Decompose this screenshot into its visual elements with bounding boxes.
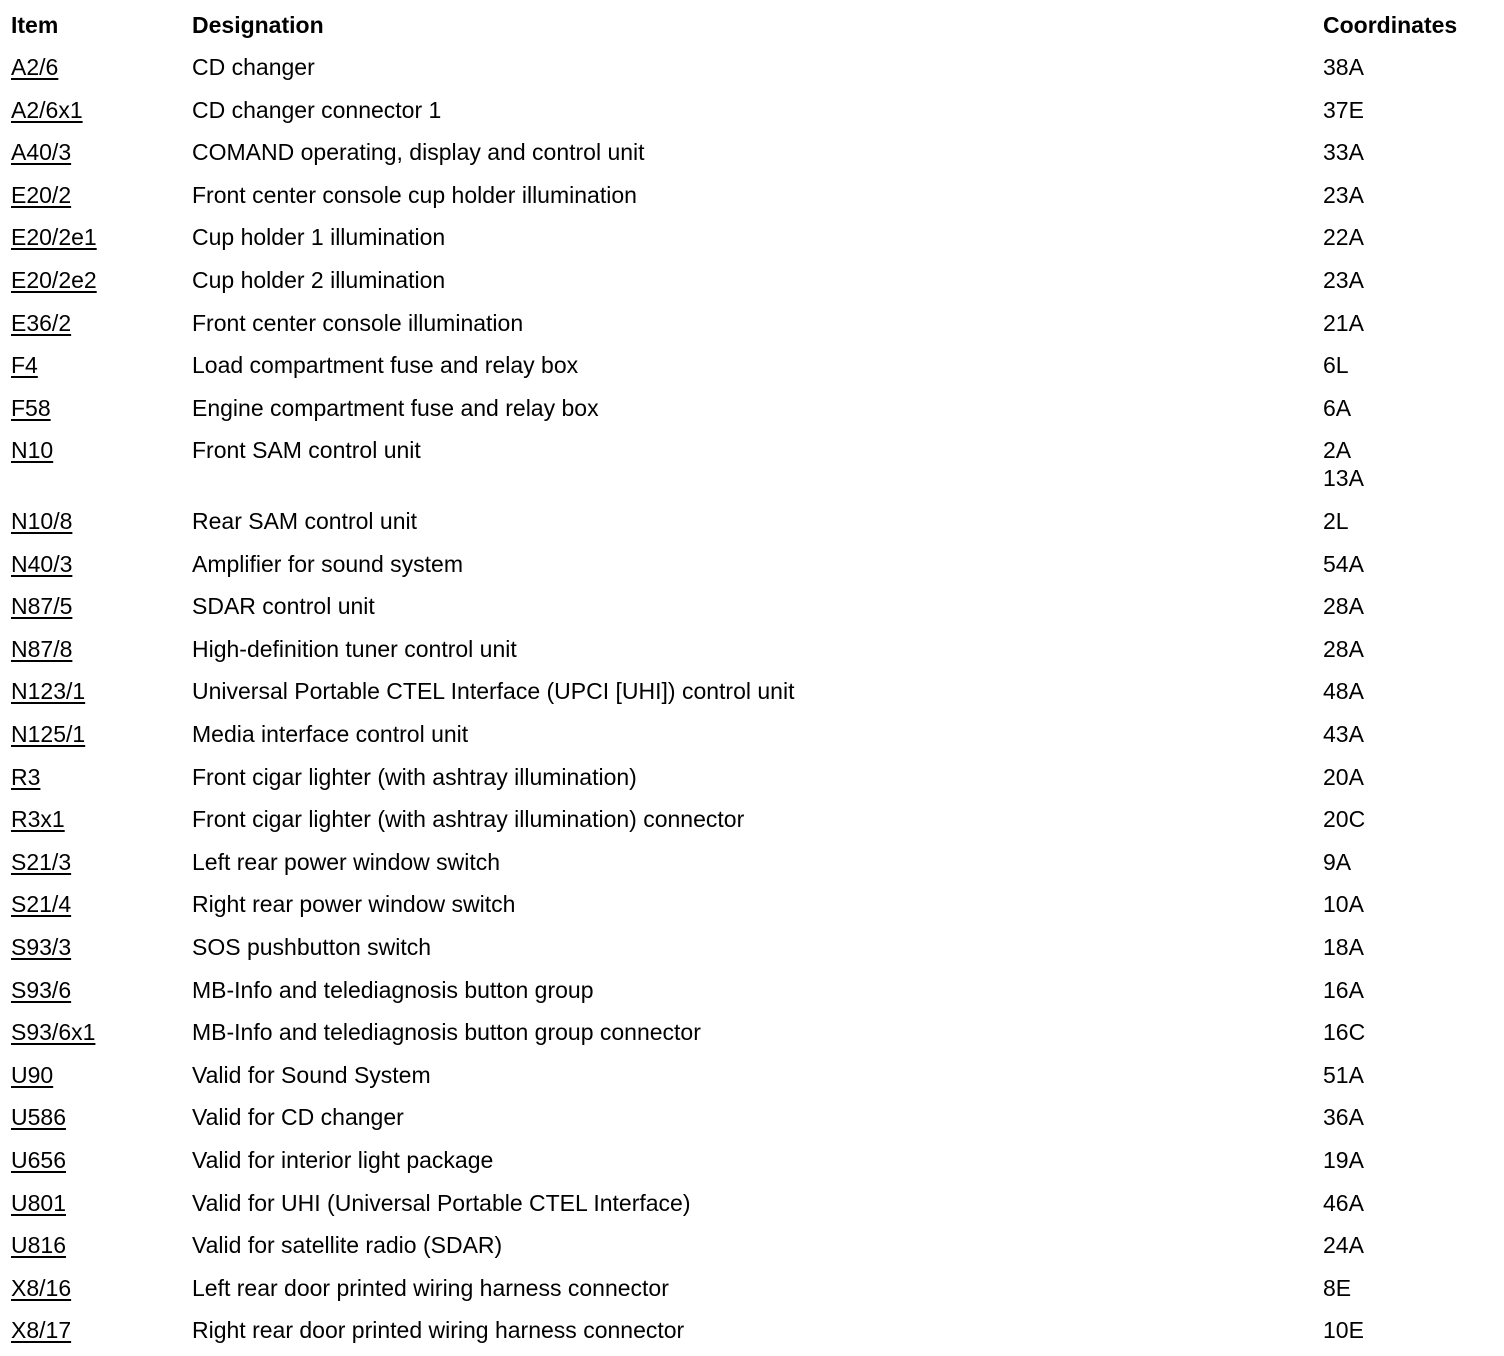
item-link[interactable]: X8/16: [11, 1275, 72, 1301]
table-row: [0, 721, 1504, 751]
item-link[interactable]: A2/6: [11, 54, 59, 80]
designation-cell: Valid for UHI (Universal Portable CTEL Interface): [192, 1190, 691, 1216]
coordinates-cell: [1323, 352, 1349, 380]
coordinate-value: 23A: [1323, 267, 1364, 293]
designation-cell: Front SAM control unit: [192, 437, 421, 463]
item-link[interactable]: R3: [11, 764, 41, 790]
coordinates-cell: [1323, 678, 1364, 706]
item-link[interactable]: U801: [11, 1190, 66, 1216]
table-row: [0, 849, 1504, 879]
item-cell: [11, 551, 72, 577]
coordinates-cell: [1323, 267, 1364, 295]
coordinates-cell: [1323, 97, 1364, 125]
table-row: [0, 1275, 1504, 1305]
table-row: [0, 1232, 1504, 1262]
designation-cell: Cup holder 1 illumination: [192, 224, 446, 250]
designation-cell: Valid for interior light package: [192, 1147, 494, 1173]
coordinates-cell: [1323, 1104, 1364, 1132]
coordinate-value: 10E: [1323, 1317, 1364, 1343]
coordinate-value: 20A: [1323, 764, 1364, 790]
item-cell: [11, 764, 40, 790]
designation-cell: Front cigar lighter (with ashtray illumination) connector: [192, 806, 745, 832]
table-row: [0, 1190, 1504, 1220]
item-link[interactable]: U90: [11, 1062, 54, 1088]
item-cell: [11, 721, 85, 747]
item-cell: [11, 139, 71, 165]
item-cell: [11, 1275, 71, 1301]
coordinate-value: 22A: [1323, 224, 1364, 250]
item-link[interactable]: U586: [11, 1104, 66, 1130]
coordinates-cell: [1323, 977, 1364, 1005]
item-link[interactable]: N40/3: [11, 551, 73, 577]
table-row: [0, 806, 1504, 836]
item-link[interactable]: F58: [11, 395, 51, 421]
table-row: [0, 593, 1504, 623]
table-row: [0, 678, 1504, 708]
item-link[interactable]: N87/5: [11, 593, 73, 619]
designation-cell: Valid for satellite radio (SDAR): [192, 1232, 503, 1258]
coordinate-value: 8E: [1323, 1275, 1352, 1301]
coordinates-cell: [1323, 551, 1364, 579]
coordinate-value: 36A: [1323, 1104, 1364, 1130]
table-row: [0, 1062, 1504, 1092]
item-link[interactable]: R3x1: [11, 806, 65, 832]
item-cell: [11, 806, 65, 832]
coordinates-cell: [1323, 182, 1364, 210]
table-row: [0, 934, 1504, 964]
coordinate-value: 28A: [1323, 636, 1364, 662]
item-cell: [11, 97, 83, 123]
item-cell: [11, 508, 72, 534]
coordinates-cell: [1323, 593, 1364, 621]
coordinates-cell: [1323, 224, 1364, 252]
item-link[interactable]: N10/8: [11, 508, 73, 534]
coordinates-cell: [1323, 891, 1364, 919]
coordinate-value: 54A: [1323, 551, 1364, 577]
coordinates-cell: [1323, 721, 1364, 749]
coordinates-cell: [1323, 934, 1364, 962]
table-row: [0, 352, 1504, 382]
coordinate-value: 16C: [1323, 1019, 1366, 1045]
designation-cell: Right rear door printed wiring harness connector: [192, 1317, 685, 1343]
designation-cell: Front cigar lighter (with ashtray illumination): [192, 764, 637, 790]
item-cell: [11, 1232, 66, 1258]
coordinates-cell: [1323, 1190, 1364, 1218]
item-link[interactable]: S21/4: [11, 891, 72, 917]
table-row: [0, 395, 1504, 425]
coordinates-cell: [1323, 437, 1364, 493]
designation-cell: Rear SAM control unit: [192, 508, 417, 534]
item-cell: [11, 891, 71, 917]
designation-cell: Valid for Sound System: [192, 1062, 431, 1088]
item-cell: [11, 182, 71, 208]
designation-cell: CD changer: [192, 54, 315, 80]
coordinates-cell: [1323, 806, 1365, 834]
table-header: [0, 12, 1504, 42]
item-cell: [11, 224, 97, 250]
coordinate-value: 19A: [1323, 1147, 1364, 1173]
designation-cell: SOS pushbutton switch: [192, 934, 432, 960]
table-row: [0, 1019, 1504, 1049]
coordinate-value: 20C: [1323, 806, 1366, 832]
item-cell: [11, 593, 72, 619]
coordinate-value: 46A: [1323, 1190, 1364, 1216]
coordinate-value: 6A: [1323, 395, 1352, 421]
designation-cell: Universal Portable CTEL Interface (UPCI [UHI]) control unit: [192, 678, 795, 704]
item-link[interactable]: S93/6x1: [11, 1019, 96, 1045]
item-cell: [11, 437, 53, 463]
designation-cell: High-definition tuner control unit: [192, 636, 517, 662]
coordinates-cell: [1323, 139, 1364, 167]
table-row: [0, 764, 1504, 794]
table-row: [0, 551, 1504, 581]
designation-cell: Right rear power window switch: [192, 891, 516, 917]
coordinates-cell: [1323, 310, 1364, 338]
designation-cell: MB-Info and telediagnosis button group connector: [192, 1019, 701, 1045]
designation-cell: Media interface control unit: [192, 721, 469, 747]
item-cell: [11, 1317, 71, 1343]
coordinate-value: 6L: [1323, 352, 1349, 378]
coordinate-value: 33A: [1323, 139, 1364, 165]
header-coordinates: Coordinates: [1323, 12, 1458, 38]
item-cell: [11, 1019, 95, 1045]
item-cell: [11, 1062, 53, 1088]
coordinate-value: 37E: [1323, 97, 1364, 123]
item-cell: [11, 395, 51, 421]
designation-cell: MB-Info and telediagnosis button group: [192, 977, 594, 1003]
designation-cell: Engine compartment fuse and relay box: [192, 395, 599, 421]
coordinates-cell: [1323, 849, 1351, 877]
item-link[interactable]: N87/8: [11, 636, 73, 662]
coordinate-value: 38A: [1323, 54, 1364, 80]
coordinates-cell: [1323, 764, 1364, 792]
coordinate-value: 51A: [1323, 1062, 1364, 1088]
item-link[interactable]: N123/1: [11, 678, 86, 704]
designation-cell: Amplifier for sound system: [192, 551, 463, 577]
table-row: [0, 267, 1504, 297]
coordinates-cell: [1323, 54, 1364, 82]
item-cell: [11, 1147, 66, 1173]
designation-cell: SDAR control unit: [192, 593, 375, 619]
coordinates-cell: [1323, 1275, 1351, 1303]
header-item: Item: [11, 12, 59, 38]
item-link[interactable]: S93/3: [11, 934, 72, 960]
item-cell: [11, 352, 38, 378]
item-cell: [11, 636, 72, 662]
item-cell: [11, 1190, 66, 1216]
coordinate-value: 13A: [1323, 465, 1364, 491]
coordinate-value: 43A: [1323, 721, 1364, 747]
table-row: [0, 977, 1504, 1007]
coordinate-value: 24A: [1323, 1232, 1364, 1258]
coordinates-cell: [1323, 1062, 1364, 1090]
item-link[interactable]: A2/6x1: [11, 97, 83, 123]
coordinate-value: 28A: [1323, 593, 1364, 619]
header-designation: Designation: [192, 12, 324, 38]
table-row: [0, 224, 1504, 254]
table-row: [0, 891, 1504, 921]
table-row: [0, 636, 1504, 666]
coordinate-value: 10A: [1323, 891, 1364, 917]
item-link[interactable]: E20/2e1: [11, 224, 97, 250]
item-link[interactable]: E20/2e2: [11, 267, 97, 293]
coordinates-cell: [1323, 395, 1351, 423]
designation-cell: Front center console cup holder illumination: [192, 182, 637, 208]
coordinates-cell: [1323, 1317, 1364, 1345]
coordinates-cell: [1323, 1019, 1365, 1047]
item-cell: [11, 977, 71, 1003]
coordinate-value: 16A: [1323, 977, 1364, 1003]
designation-cell: Load compartment fuse and relay box: [192, 352, 579, 378]
table-row: [0, 97, 1504, 127]
item-link[interactable]: X8/17: [11, 1317, 72, 1343]
designation-cell: COMAND operating, display and control unit: [192, 139, 645, 165]
coordinate-value: 23A: [1323, 182, 1364, 208]
designation-cell: Front center console illumination: [192, 310, 524, 336]
table-row: [0, 54, 1504, 84]
designation-cell: Left rear door printed wiring harness connector: [192, 1275, 669, 1301]
table-row: [0, 1147, 1504, 1177]
designation-cell: Left rear power window switch: [192, 849, 501, 875]
item-cell: [11, 1104, 66, 1130]
item-link[interactable]: N125/1: [11, 721, 86, 747]
item-link[interactable]: F4: [11, 352, 38, 378]
table-row: [0, 1317, 1504, 1347]
coordinate-value: 48A: [1323, 678, 1364, 704]
table-row: [0, 139, 1504, 169]
coordinate-value: 9A: [1323, 849, 1352, 875]
item-cell: [11, 310, 71, 336]
item-link[interactable]: E20/2: [11, 182, 72, 208]
table-row: [0, 508, 1504, 538]
coordinate-value: 2L: [1323, 508, 1349, 534]
item-link[interactable]: U656: [11, 1147, 66, 1173]
item-link[interactable]: N10: [11, 437, 54, 463]
item-link[interactable]: S21/3: [11, 849, 72, 875]
table-row: [0, 437, 1504, 491]
item-link[interactable]: U816: [11, 1232, 66, 1258]
item-cell: [11, 54, 58, 80]
table-row: [0, 182, 1504, 212]
coordinate-value: 21A: [1323, 310, 1364, 336]
designation-cell: Valid for CD changer: [192, 1104, 404, 1130]
coordinate-value: 2A: [1323, 437, 1352, 463]
item-cell: [11, 849, 71, 875]
coordinates-cell: [1323, 1147, 1364, 1175]
designation-cell: CD changer connector 1: [192, 97, 442, 123]
coordinates-cell: [1323, 636, 1364, 664]
item-cell: [11, 678, 85, 704]
table-row: [0, 1104, 1504, 1134]
item-link[interactable]: A40/3: [11, 139, 72, 165]
item-cell: [11, 934, 71, 960]
item-cell: [11, 267, 97, 293]
coordinates-cell: [1323, 508, 1349, 536]
coordinate-value: 18A: [1323, 934, 1364, 960]
designation-cell: Cup holder 2 illumination: [192, 267, 446, 293]
item-link[interactable]: S93/6: [11, 977, 72, 1003]
table-row: [0, 310, 1504, 340]
coordinates-cell: [1323, 1232, 1364, 1260]
item-link[interactable]: E36/2: [11, 310, 72, 336]
